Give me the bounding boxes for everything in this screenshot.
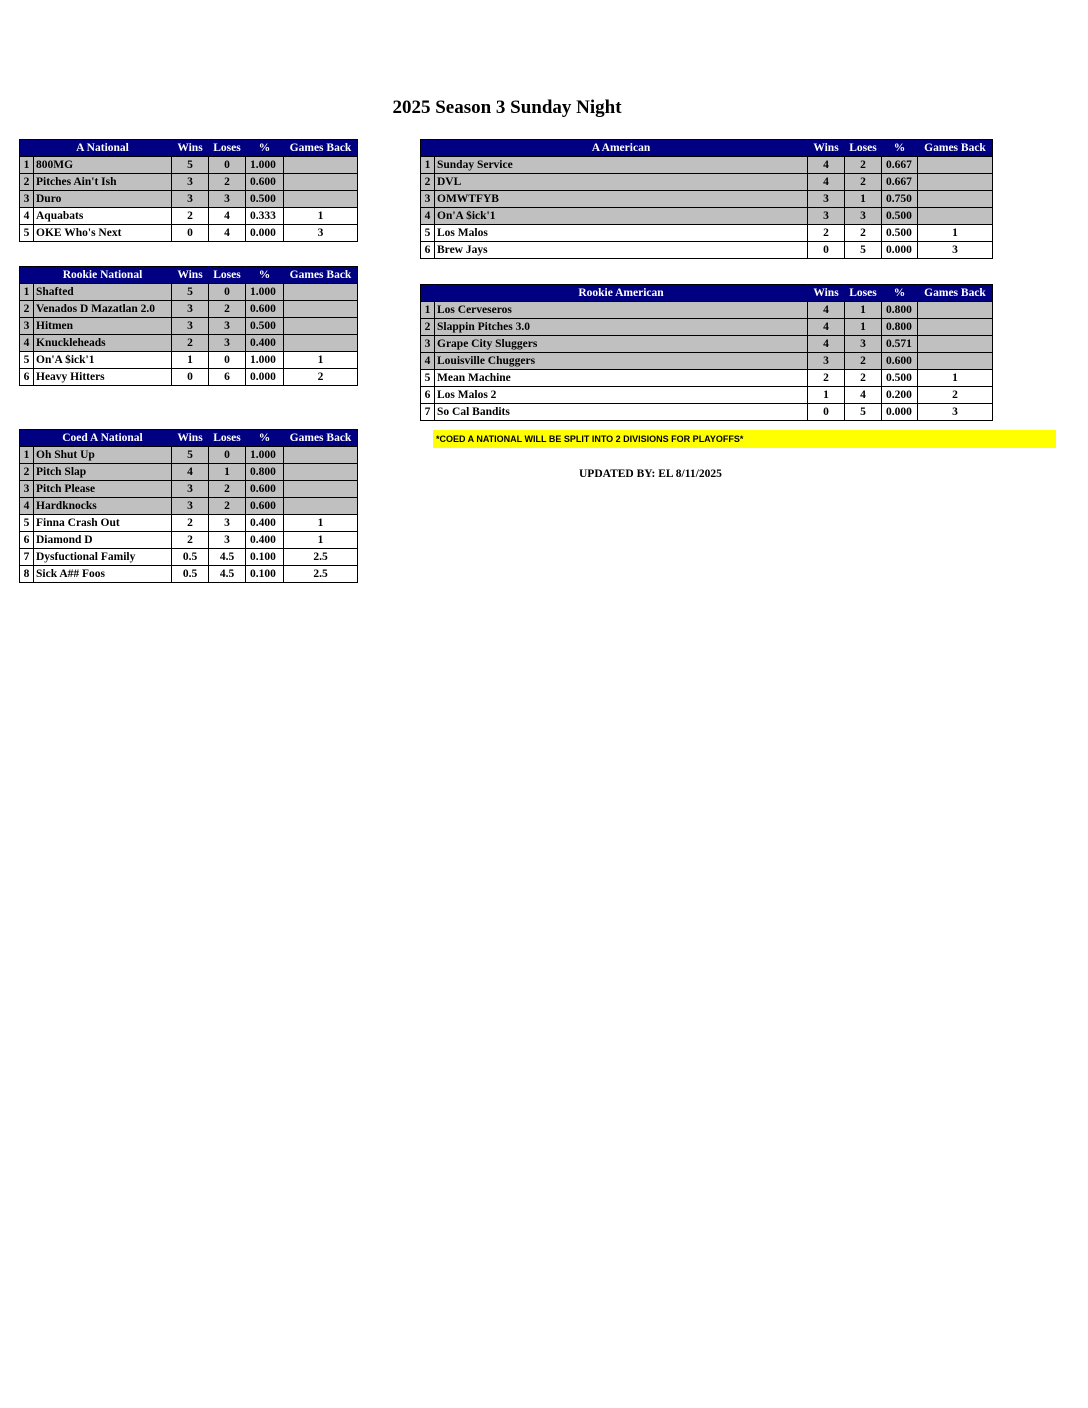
- games-back-cell: [918, 208, 993, 225]
- rank-cell: 6: [421, 387, 435, 404]
- table-row: [20, 191, 358, 208]
- pct-cell: 0.200: [882, 387, 918, 404]
- table-row: [20, 566, 358, 583]
- games-back-cell: [284, 157, 358, 174]
- pct-column-header: %: [882, 285, 918, 302]
- rank-column-header: [421, 140, 435, 157]
- games-back-cell: [918, 319, 993, 336]
- loses-cell: 3: [209, 191, 246, 208]
- loses-cell: 1: [845, 191, 882, 208]
- games-back-cell: [918, 336, 993, 353]
- table-row: [421, 174, 993, 191]
- wins-cell: 4: [808, 157, 845, 174]
- pct-cell: 0.500: [246, 191, 284, 208]
- rank-column-header: [20, 430, 34, 447]
- loses-cell: 2: [209, 481, 246, 498]
- games-back-cell: [918, 157, 993, 174]
- rank-column-header: [20, 267, 34, 284]
- team-name-cell: Finna Crash Out: [34, 515, 172, 532]
- wins-cell: 2: [808, 225, 845, 242]
- loses-cell: 4: [209, 225, 246, 242]
- rank-column-header: [421, 285, 435, 302]
- wins-column-header: Wins: [172, 140, 209, 157]
- rank-cell: 4: [421, 208, 435, 225]
- loses-cell: 2: [209, 498, 246, 515]
- games-back-cell: [284, 498, 358, 515]
- wins-cell: 0: [808, 404, 845, 421]
- loses-column-header: Loses: [845, 140, 882, 157]
- games-back-column-header: Games Back: [284, 430, 358, 447]
- rank-cell: 4: [20, 498, 34, 515]
- pct-cell: 0.500: [246, 318, 284, 335]
- rank-cell: 3: [20, 318, 34, 335]
- team-name-cell: Duro: [34, 191, 172, 208]
- wins-cell: 5: [172, 447, 209, 464]
- loses-cell: 0: [209, 352, 246, 369]
- team-name-cell: Pitch Please: [34, 481, 172, 498]
- loses-cell: 2: [845, 157, 882, 174]
- team-name-cell: Sunday Service: [435, 157, 808, 174]
- pct-cell: 0.500: [882, 225, 918, 242]
- division-name-header: Rookie American: [435, 285, 808, 302]
- games-back-cell: [284, 318, 358, 335]
- wins-cell: 0.5: [172, 549, 209, 566]
- rank-cell: 1: [421, 157, 435, 174]
- wins-cell: 3: [808, 353, 845, 370]
- team-name-cell: Los Cerveseros: [435, 302, 808, 319]
- loses-cell: 3: [209, 532, 246, 549]
- rank-cell: 2: [20, 174, 34, 191]
- pct-cell: 0.600: [246, 174, 284, 191]
- rank-cell: 4: [20, 335, 34, 352]
- rank-cell: 3: [20, 481, 34, 498]
- team-name-cell: On'A $ick'1: [34, 352, 172, 369]
- loses-cell: 2: [845, 353, 882, 370]
- team-name-cell: 800MG: [34, 157, 172, 174]
- wins-cell: 3: [172, 301, 209, 318]
- team-name-cell: Hardknocks: [34, 498, 172, 515]
- pct-cell: 0.100: [246, 566, 284, 583]
- team-name-cell: Louisville Chuggers: [435, 353, 808, 370]
- wins-cell: 1: [172, 352, 209, 369]
- wins-cell: 0: [172, 225, 209, 242]
- games-back-column-header: Games Back: [918, 285, 993, 302]
- table-row: [20, 301, 358, 318]
- division-name-header: Rookie National: [34, 267, 172, 284]
- wins-cell: 3: [172, 498, 209, 515]
- games-back-cell: [284, 301, 358, 318]
- table-row: [20, 498, 358, 515]
- rank-column-header: [20, 140, 34, 157]
- team-name-cell: Sick A## Foos: [34, 566, 172, 583]
- loses-column-header: Loses: [209, 430, 246, 447]
- loses-cell: 1: [845, 319, 882, 336]
- games-back-cell: 1: [284, 515, 358, 532]
- loses-cell: 2: [845, 174, 882, 191]
- loses-cell: 0: [209, 284, 246, 301]
- table-row: [20, 369, 358, 386]
- table-header-row: [421, 285, 993, 302]
- wins-cell: 4: [808, 174, 845, 191]
- table-row: [20, 335, 358, 352]
- wins-cell: 4: [808, 302, 845, 319]
- rank-cell: 6: [20, 532, 34, 549]
- a-american-standings-table: [420, 139, 993, 259]
- team-name-cell: Oh Shut Up: [34, 447, 172, 464]
- pct-cell: 0.667: [882, 174, 918, 191]
- loses-cell: 3: [845, 336, 882, 353]
- games-back-column-header: Games Back: [918, 140, 993, 157]
- wins-cell: 5: [172, 157, 209, 174]
- team-name-cell: Aquabats: [34, 208, 172, 225]
- table-row: [421, 370, 993, 387]
- team-name-cell: Shafted: [34, 284, 172, 301]
- pct-cell: 1.000: [246, 284, 284, 301]
- games-back-cell: 2.5: [284, 566, 358, 583]
- wins-column-header: Wins: [808, 140, 845, 157]
- games-back-cell: 1: [284, 532, 358, 549]
- table-row: [421, 242, 993, 259]
- table-row: [20, 447, 358, 464]
- loses-column-header: Loses: [209, 267, 246, 284]
- loses-cell: 3: [209, 335, 246, 352]
- team-name-cell: Grape City Sluggers: [435, 336, 808, 353]
- updated-by-label: UPDATED BY: EL 8/11/2025: [579, 468, 722, 480]
- team-name-cell: Pitches Ain't Ish: [34, 174, 172, 191]
- games-back-cell: 3: [918, 242, 993, 259]
- rank-cell: 3: [20, 191, 34, 208]
- games-back-cell: 2: [284, 369, 358, 386]
- loses-cell: 1: [209, 464, 246, 481]
- table-row: [421, 225, 993, 242]
- loses-cell: 2: [209, 174, 246, 191]
- page-title: 2025 Season 3 Sunday Night: [392, 97, 622, 118]
- games-back-cell: [284, 481, 358, 498]
- table-row: [20, 225, 358, 242]
- rank-cell: 7: [421, 404, 435, 421]
- pct-column-header: %: [882, 140, 918, 157]
- team-name-cell: Knuckleheads: [34, 335, 172, 352]
- pct-cell: 0.400: [246, 335, 284, 352]
- playoff-note: *COED A NATIONAL WILL BE SPLIT INTO 2 DIVISIONS FOR PLAYOFFS*: [433, 430, 1056, 448]
- rank-cell: 5: [421, 370, 435, 387]
- rank-cell: 1: [20, 447, 34, 464]
- table-header-row: [20, 267, 358, 284]
- rank-cell: 8: [20, 566, 34, 583]
- pct-cell: 0.333: [246, 208, 284, 225]
- pct-cell: 0.667: [882, 157, 918, 174]
- pct-cell: 0.000: [246, 369, 284, 386]
- games-back-cell: 1: [918, 225, 993, 242]
- team-name-cell: Pitch Slap: [34, 464, 172, 481]
- table-row: [421, 353, 993, 370]
- rank-cell: 3: [421, 336, 435, 353]
- wins-cell: 1: [808, 387, 845, 404]
- rank-cell: 1: [20, 284, 34, 301]
- table-header-row: [421, 140, 993, 157]
- pct-cell: 0.500: [882, 208, 918, 225]
- loses-cell: 4: [209, 208, 246, 225]
- loses-cell: 4.5: [209, 549, 246, 566]
- games-back-cell: [918, 174, 993, 191]
- rank-cell: 6: [20, 369, 34, 386]
- table-row: [421, 208, 993, 225]
- loses-column-header: Loses: [845, 285, 882, 302]
- wins-cell: 2: [172, 532, 209, 549]
- loses-cell: 4: [845, 387, 882, 404]
- pct-cell: 0.600: [246, 498, 284, 515]
- team-name-cell: Diamond D: [34, 532, 172, 549]
- wins-cell: 3: [808, 208, 845, 225]
- pct-cell: 0.600: [246, 481, 284, 498]
- rank-cell: 4: [421, 353, 435, 370]
- a-national-standings-table: [19, 139, 358, 242]
- wins-cell: 3: [172, 481, 209, 498]
- rank-cell: 3: [421, 191, 435, 208]
- table-header-row: [20, 430, 358, 447]
- team-name-cell: So Cal Bandits: [435, 404, 808, 421]
- games-back-cell: [284, 284, 358, 301]
- loses-cell: 2: [845, 225, 882, 242]
- wins-cell: 2: [172, 335, 209, 352]
- table-row: [20, 464, 358, 481]
- table-row: [421, 336, 993, 353]
- games-back-cell: [918, 353, 993, 370]
- loses-cell: 1: [845, 302, 882, 319]
- pct-cell: 1.000: [246, 157, 284, 174]
- pct-cell: 0.400: [246, 515, 284, 532]
- team-name-cell: OMWTFYB: [435, 191, 808, 208]
- loses-cell: 3: [209, 515, 246, 532]
- games-back-cell: [918, 302, 993, 319]
- coed-a-national-standings-table: [19, 429, 358, 583]
- pct-cell: 0.750: [882, 191, 918, 208]
- team-name-cell: Hitmen: [34, 318, 172, 335]
- wins-cell: 0: [808, 242, 845, 259]
- loses-cell: 3: [209, 318, 246, 335]
- rank-cell: 5: [20, 515, 34, 532]
- games-back-cell: 3: [918, 404, 993, 421]
- pct-column-header: %: [246, 140, 284, 157]
- team-name-cell: On'A $ick'1: [435, 208, 808, 225]
- division-name-header: A National: [34, 140, 172, 157]
- table-row: [421, 404, 993, 421]
- table-row: [20, 481, 358, 498]
- team-name-cell: Slappin Pitches 3.0: [435, 319, 808, 336]
- wins-cell: 3: [172, 318, 209, 335]
- wins-cell: 0: [172, 369, 209, 386]
- loses-cell: 6: [209, 369, 246, 386]
- games-back-cell: [284, 335, 358, 352]
- pct-cell: 0.000: [246, 225, 284, 242]
- wins-cell: 0.5: [172, 566, 209, 583]
- team-name-cell: Los Malos 2: [435, 387, 808, 404]
- pct-cell: 0.600: [882, 353, 918, 370]
- rank-cell: 2: [20, 464, 34, 481]
- pct-cell: 0.800: [246, 464, 284, 481]
- table-row: [421, 157, 993, 174]
- games-back-cell: 1: [918, 370, 993, 387]
- games-back-cell: 1: [284, 208, 358, 225]
- rank-cell: 2: [421, 174, 435, 191]
- table-row: [20, 549, 358, 566]
- pct-cell: 1.000: [246, 447, 284, 464]
- team-name-cell: Dysfuctional Family: [34, 549, 172, 566]
- rank-cell: 2: [421, 319, 435, 336]
- pct-cell: 0.800: [882, 302, 918, 319]
- table-header-row: [20, 140, 358, 157]
- division-name-header: A American: [435, 140, 808, 157]
- pct-column-header: %: [246, 430, 284, 447]
- wins-column-header: Wins: [808, 285, 845, 302]
- loses-cell: 0: [209, 157, 246, 174]
- pct-cell: 1.000: [246, 352, 284, 369]
- division-name-header: Coed A National: [34, 430, 172, 447]
- wins-cell: 4: [172, 464, 209, 481]
- pct-cell: 0.400: [246, 532, 284, 549]
- team-name-cell: DVL: [435, 174, 808, 191]
- rank-cell: 5: [20, 225, 34, 242]
- games-back-cell: [284, 464, 358, 481]
- rank-cell: 1: [20, 157, 34, 174]
- table-row: [421, 191, 993, 208]
- table-row: [20, 318, 358, 335]
- table-row: [20, 284, 358, 301]
- loses-cell: 5: [845, 404, 882, 421]
- wins-cell: 3: [172, 174, 209, 191]
- games-back-cell: 2.5: [284, 549, 358, 566]
- rookie-national-standings-table: [19, 266, 358, 386]
- wins-column-header: Wins: [172, 430, 209, 447]
- loses-cell: 2: [209, 301, 246, 318]
- pct-column-header: %: [246, 267, 284, 284]
- loses-cell: 5: [845, 242, 882, 259]
- wins-column-header: Wins: [172, 267, 209, 284]
- loses-cell: 0: [209, 447, 246, 464]
- wins-cell: 3: [172, 191, 209, 208]
- rank-cell: 6: [421, 242, 435, 259]
- team-name-cell: Los Malos: [435, 225, 808, 242]
- team-name-cell: OKE Who's Next: [34, 225, 172, 242]
- wins-cell: 4: [808, 319, 845, 336]
- rank-cell: 5: [421, 225, 435, 242]
- loses-cell: 4.5: [209, 566, 246, 583]
- loses-column-header: Loses: [209, 140, 246, 157]
- team-name-cell: Brew Jays: [435, 242, 808, 259]
- table-row: [20, 532, 358, 549]
- games-back-column-header: Games Back: [284, 140, 358, 157]
- pct-cell: 0.500: [882, 370, 918, 387]
- games-back-cell: 3: [284, 225, 358, 242]
- games-back-column-header: Games Back: [284, 267, 358, 284]
- wins-cell: 2: [172, 515, 209, 532]
- table-row: [20, 352, 358, 369]
- games-back-cell: 2: [918, 387, 993, 404]
- rank-cell: 2: [20, 301, 34, 318]
- wins-cell: 5: [172, 284, 209, 301]
- rank-cell: 1: [421, 302, 435, 319]
- pct-cell: 0.571: [882, 336, 918, 353]
- games-back-cell: [284, 174, 358, 191]
- table-row: [421, 387, 993, 404]
- table-row: [421, 302, 993, 319]
- rookie-american-standings-table: [420, 284, 993, 421]
- table-row: [20, 174, 358, 191]
- pct-cell: 0.000: [882, 242, 918, 259]
- wins-cell: 2: [808, 370, 845, 387]
- rank-cell: 4: [20, 208, 34, 225]
- games-back-cell: [918, 191, 993, 208]
- loses-cell: 2: [845, 370, 882, 387]
- table-row: [421, 319, 993, 336]
- table-row: [20, 157, 358, 174]
- rank-cell: 5: [20, 352, 34, 369]
- table-row: [20, 208, 358, 225]
- pct-cell: 0.100: [246, 549, 284, 566]
- loses-cell: 3: [845, 208, 882, 225]
- team-name-cell: Heavy Hitters: [34, 369, 172, 386]
- table-row: [20, 515, 358, 532]
- games-back-cell: 1: [284, 352, 358, 369]
- games-back-cell: [284, 447, 358, 464]
- wins-cell: 3: [808, 191, 845, 208]
- wins-cell: 4: [808, 336, 845, 353]
- rank-cell: 7: [20, 549, 34, 566]
- games-back-cell: [284, 191, 358, 208]
- pct-cell: 0.800: [882, 319, 918, 336]
- team-name-cell: Venados D Mazatlan 2.0: [34, 301, 172, 318]
- team-name-cell: Mean Machine: [435, 370, 808, 387]
- pct-cell: 0.600: [246, 301, 284, 318]
- pct-cell: 0.000: [882, 404, 918, 421]
- wins-cell: 2: [172, 208, 209, 225]
